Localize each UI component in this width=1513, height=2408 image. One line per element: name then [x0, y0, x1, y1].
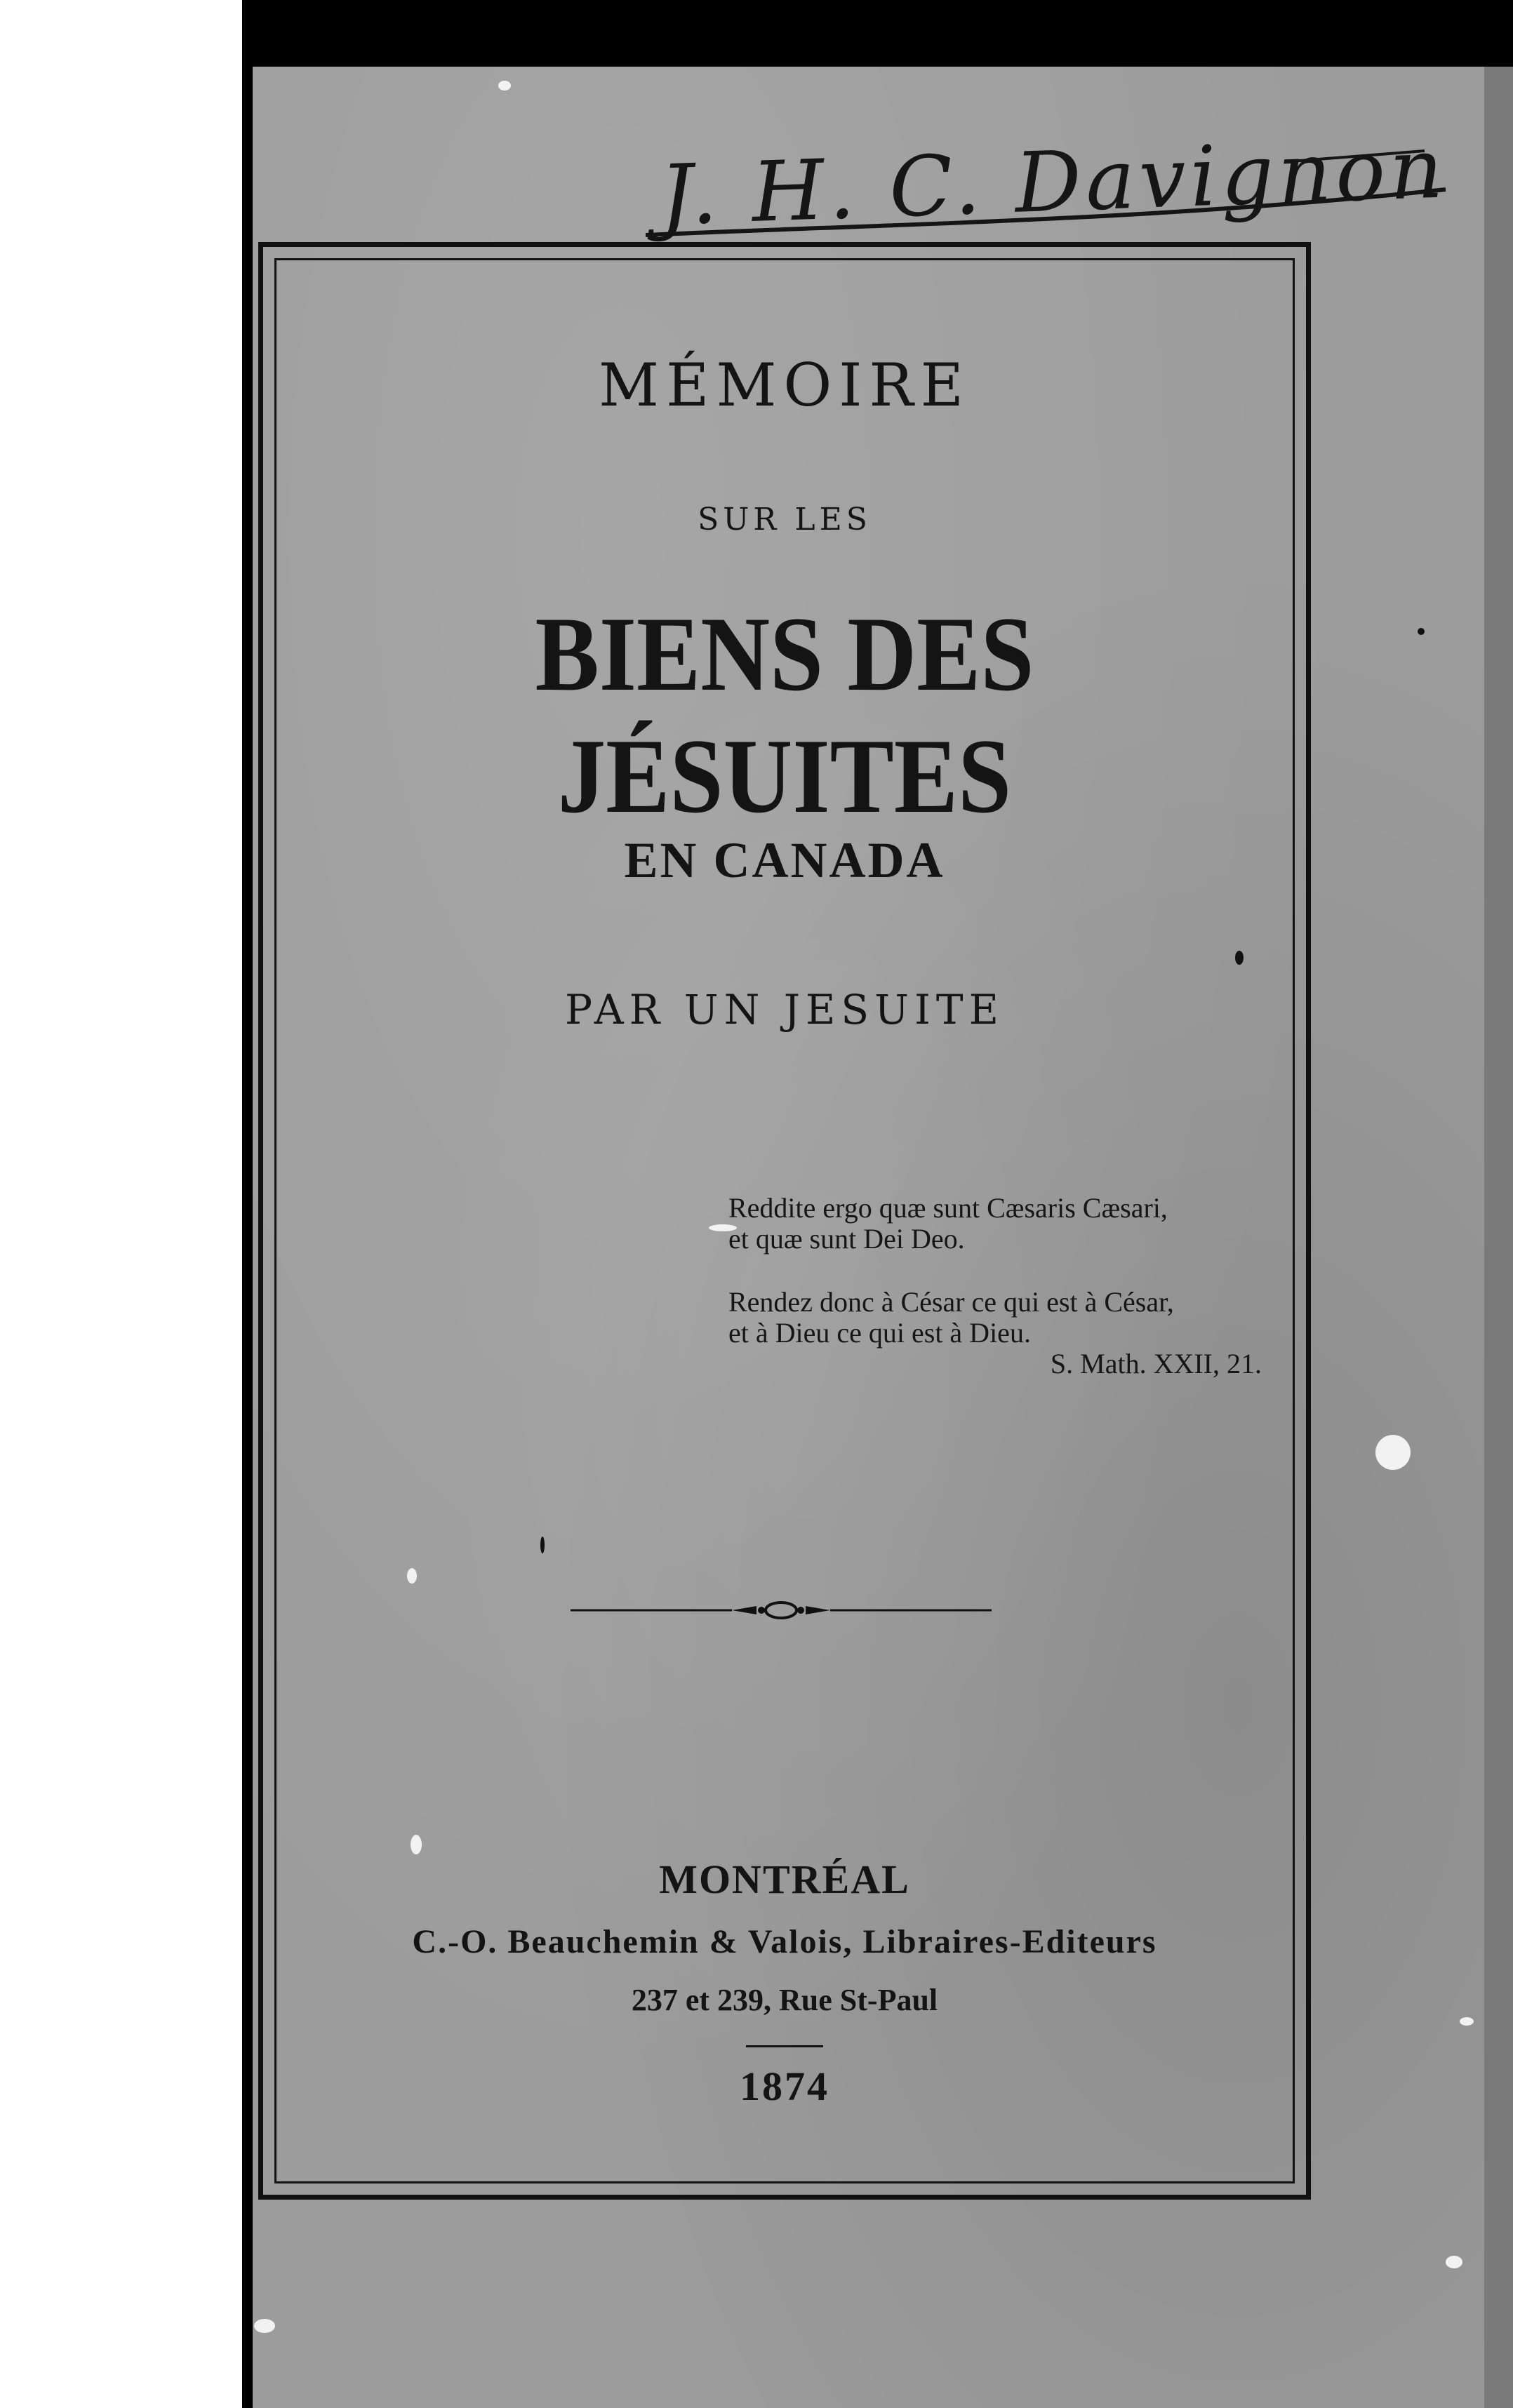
epigraph-latin-1: Reddite ergo quæ sunt Cæsaris Cæsari,	[728, 1192, 1168, 1224]
imprint-address: 237 et 239, Rue St-Paul	[631, 1983, 938, 2017]
paper-speck	[254, 2319, 275, 2333]
title-memoire: MÉMOIRE	[599, 351, 971, 420]
paper-speck	[1375, 1435, 1411, 1470]
epigraph-french-1: Rendez donc à César ce qui est à César,	[728, 1286, 1174, 1318]
title-en-canada: EN CANADA	[624, 832, 945, 888]
signature-text: J. H. C. Davignon	[658, 119, 1449, 244]
title-sur-les: SUR LES	[698, 502, 872, 537]
imprint-publisher: C.-O. Beauchemin & Valois, Libraires-Editeurs	[412, 1923, 1157, 1960]
ink-speck	[1418, 628, 1425, 635]
page-edge	[1484, 67, 1513, 2408]
epigraph-french-2: et à Dieu ce qui est à Dieu.	[728, 1317, 1031, 1349]
paper-speck	[1460, 2017, 1474, 2026]
epigraph	[728, 1193, 1262, 1379]
imprint-year: 1874	[740, 2063, 829, 2109]
white-margin	[0, 0, 242, 2408]
epigraph-latin-2: et quæ sunt Dei Deo.	[728, 1223, 965, 1255]
ornament-rule	[571, 1596, 992, 1624]
title-block	[258, 242, 1311, 2200]
paper-speck	[1446, 2256, 1462, 2268]
epigraph-citation: S. Math. XXII, 21.	[1050, 1348, 1262, 1379]
title-main: BIENS DES JÉSUITES	[535, 595, 1034, 835]
short-rule	[746, 2045, 823, 2047]
title-author: PAR UN JESUITE	[565, 986, 1004, 1034]
imprint-city: MONTRÉAL	[659, 1857, 910, 1902]
